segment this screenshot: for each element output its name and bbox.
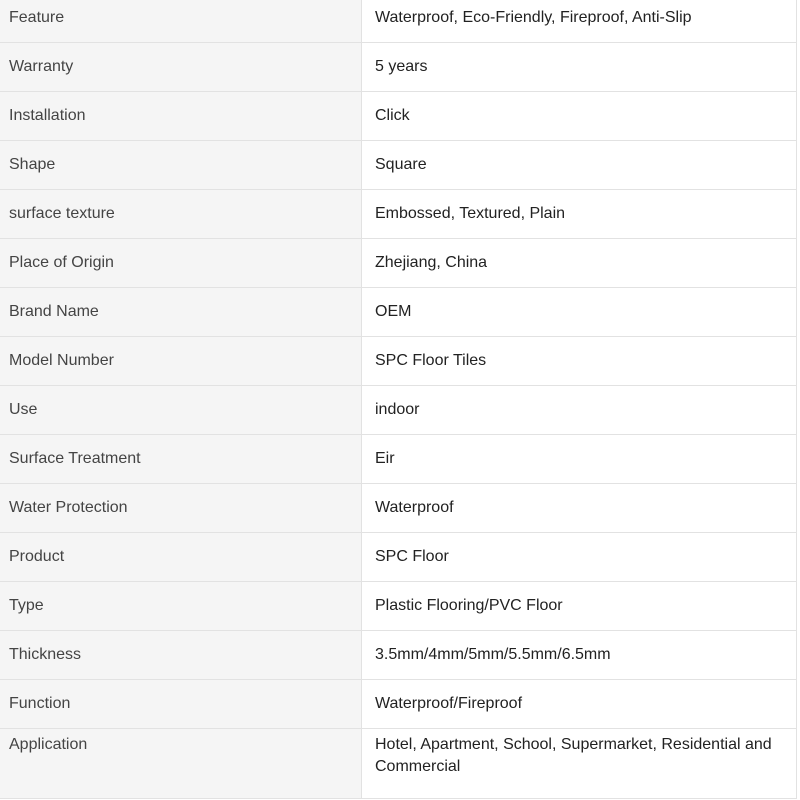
spec-value-cell: 3.5mm/4mm/5mm/5.5mm/6.5mm bbox=[362, 631, 797, 680]
spec-label-cell: surface texture bbox=[0, 190, 362, 239]
spec-value-cell: Square bbox=[362, 141, 797, 190]
spec-label-cell: Surface Treatment bbox=[0, 435, 362, 484]
table-row bbox=[0, 386, 797, 435]
spec-value-cell: Zhejiang, China bbox=[362, 239, 797, 288]
spec-label-cell: Warranty bbox=[0, 43, 362, 92]
spec-label-cell: Model Number bbox=[0, 337, 362, 386]
spec-label-cell: Product bbox=[0, 533, 362, 582]
spec-label-cell: Type bbox=[0, 582, 362, 631]
spec-value-cell: Click bbox=[362, 92, 797, 141]
spec-value-cell: SPC Floor Tiles bbox=[362, 337, 797, 386]
spec-label-cell: Use bbox=[0, 386, 362, 435]
spec-value-cell: Hotel, Apartment, School, Supermarket, Residential and Commercial bbox=[362, 729, 797, 799]
spec-label-cell: Application bbox=[0, 729, 362, 799]
spec-label-cell: Shape bbox=[0, 141, 362, 190]
table-row bbox=[0, 435, 797, 484]
spec-label-cell: Water Protection bbox=[0, 484, 362, 533]
spec-label-cell: Feature bbox=[0, 0, 362, 43]
spec-label-cell: Function bbox=[0, 680, 362, 729]
spec-label-cell: Thickness bbox=[0, 631, 362, 680]
table-row bbox=[0, 582, 797, 631]
table-row bbox=[0, 239, 797, 288]
spec-value-cell: Waterproof bbox=[362, 484, 797, 533]
table-row bbox=[0, 484, 797, 533]
spec-value-cell: Eir bbox=[362, 435, 797, 484]
table-row bbox=[0, 92, 797, 141]
spec-label-cell: Place of Origin bbox=[0, 239, 362, 288]
spec-value-cell: indoor bbox=[362, 386, 797, 435]
table-row bbox=[0, 729, 797, 799]
table-row bbox=[0, 337, 797, 386]
spec-label-cell: Installation bbox=[0, 92, 362, 141]
table-row bbox=[0, 0, 797, 43]
table-row bbox=[0, 533, 797, 582]
spec-value-cell: SPC Floor bbox=[362, 533, 797, 582]
table-row bbox=[0, 631, 797, 680]
spec-label-cell: Brand Name bbox=[0, 288, 362, 337]
table-row bbox=[0, 680, 797, 729]
table-row bbox=[0, 141, 797, 190]
spec-value-cell: Waterproof/Fireproof bbox=[362, 680, 797, 729]
spec-value-cell: Waterproof, Eco-Friendly, Fireproof, Anti-Slip bbox=[362, 0, 797, 43]
spec-value-cell: 5 years bbox=[362, 43, 797, 92]
table-row bbox=[0, 43, 797, 92]
spec-value-cell: OEM bbox=[362, 288, 797, 337]
table-row bbox=[0, 288, 797, 337]
spec-value-cell: Plastic Flooring/PVC Floor bbox=[362, 582, 797, 631]
spec-value-cell: Embossed, Textured, Plain bbox=[362, 190, 797, 239]
table-row bbox=[0, 190, 797, 239]
